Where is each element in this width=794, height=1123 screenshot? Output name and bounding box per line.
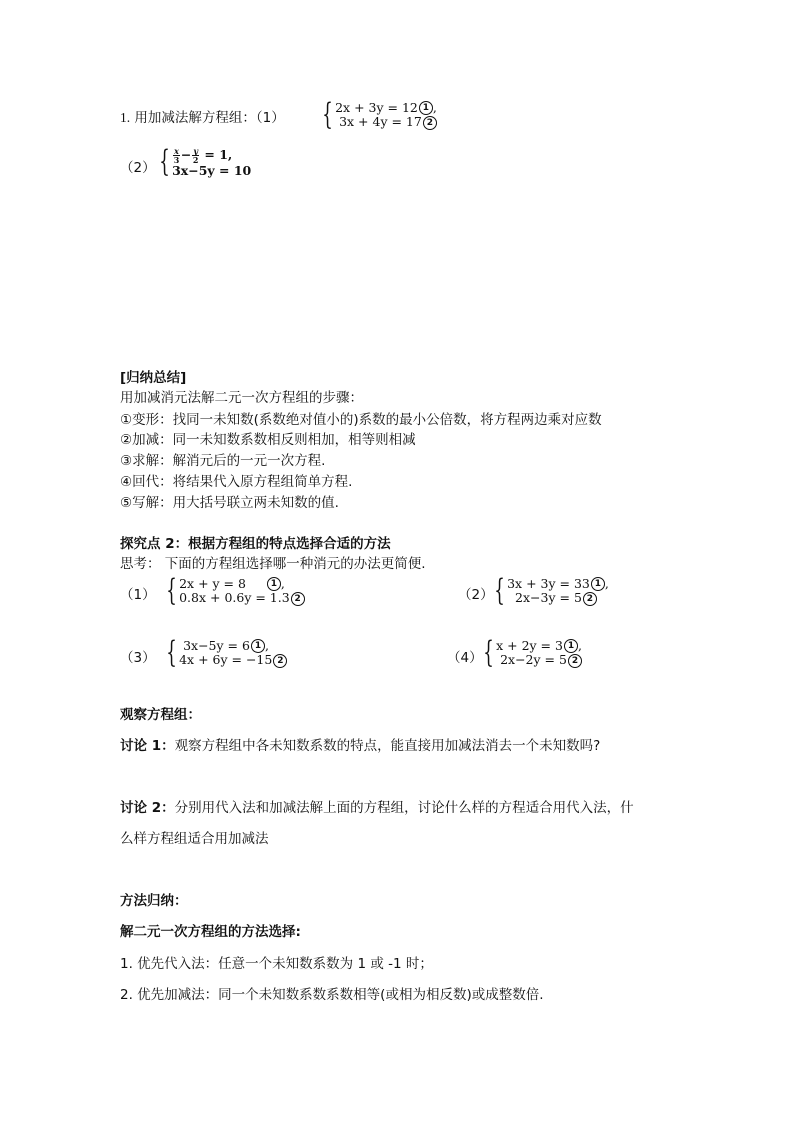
- summary-heading: [归纳总结]: [120, 370, 187, 386]
- brace-symbol: {: [166, 573, 177, 608]
- brace-symbol: {: [166, 635, 177, 670]
- equation-row: 2x + 3y = 12 1 ,: [335, 99, 437, 115]
- system-3: [162, 635, 287, 670]
- equation-row: x + 2y = 3 1 ,: [496, 637, 582, 653]
- summary-intro: 用加减消元法解二元一次方程组的步骤：: [120, 390, 363, 406]
- problem-1-part-2-label: （2）: [120, 160, 156, 176]
- equation-row: $\frac{x}{3}$ − $\frac{y}{2}$ = 1,: [173, 146, 233, 165]
- brace-symbol: {: [159, 144, 170, 179]
- explore-heading: 探究点 2：根据方程组的特点选择合适的方法: [120, 536, 391, 552]
- system-4: [479, 635, 582, 670]
- discussion-2-continued: 么样方程组适合用加减法: [120, 831, 269, 847]
- equation-row: 0.8x + 0.6y = 1.3 2: [179, 591, 305, 606]
- summary-step-2: ②加减：同一未知数系数相反则相加，相等则相减: [120, 432, 416, 448]
- method-item-1: 1. 优先代入法：任意一个未知数系数为 1 或 -1 时；: [120, 956, 433, 972]
- system-1-label: （1）: [120, 587, 156, 603]
- summary-step-3: ③求解：解消元后的一元一次方程.: [120, 453, 326, 469]
- brace-symbol: {: [494, 573, 505, 608]
- equation-row: 3x + 3y = 33 1 ,: [507, 575, 609, 591]
- equation-row: 2x−2y = 5 2: [496, 653, 582, 668]
- method-item-2: 2. 优先加减法：同一个未知数系数系数相等(或相为相反数)或成整数倍.: [120, 987, 544, 1003]
- summary-step-4: ④回代：将结果代入原方程组简单方程.: [120, 474, 353, 490]
- observe-heading: 观察方程组：: [120, 707, 201, 723]
- equation-row: 2x + y = 8 1 ,: [179, 575, 285, 591]
- system-3-label: （3）: [120, 650, 156, 666]
- summary-step-5: ⑤写解：用大括号联立两未知数的值.: [120, 495, 339, 511]
- equation-row: 3x + 4y = 17 2: [335, 115, 437, 130]
- system-1: [162, 573, 305, 608]
- system-2-label: （2）: [458, 587, 494, 603]
- summary-step-1: ①变形：找同一未知数(系数绝对值小的)系数的最小公倍数，将方程两边乘对应数: [120, 412, 602, 428]
- brace-symbol: {: [322, 97, 333, 132]
- discussion-2: 讨论 2：分别用代入法和加减法解上面的方程组，讨论什么样的方程适合用代入法，什: [120, 800, 634, 816]
- equation-row: 3x−5y = 10: [172, 163, 252, 178]
- system-1-2: [155, 144, 252, 179]
- equation-row: 4x + 6y = −15 2: [179, 653, 287, 668]
- brace-symbol: {: [483, 635, 494, 670]
- method-subheading: 解二元一次方程组的方法选择:: [120, 924, 301, 940]
- system-4-label: （4）: [447, 650, 483, 666]
- discussion-1: 讨论 1：观察方程组中各未知数系数的特点，能直接用加减法消去一个未知数吗?: [120, 738, 601, 754]
- problem-1-prompt: 1. 用加减法解方程组：（1）: [120, 110, 285, 126]
- system-2: [490, 573, 609, 608]
- equation-row: 2x−3y = 5 2: [507, 591, 609, 606]
- explore-think: 思考： 下面的方程组选择哪一种消元的办法更简便.: [120, 556, 426, 572]
- system-1-1: [318, 97, 437, 132]
- method-heading: 方法归纳：: [120, 893, 188, 909]
- equation-row: 3x−5y = 6 1 ,: [183, 637, 269, 653]
